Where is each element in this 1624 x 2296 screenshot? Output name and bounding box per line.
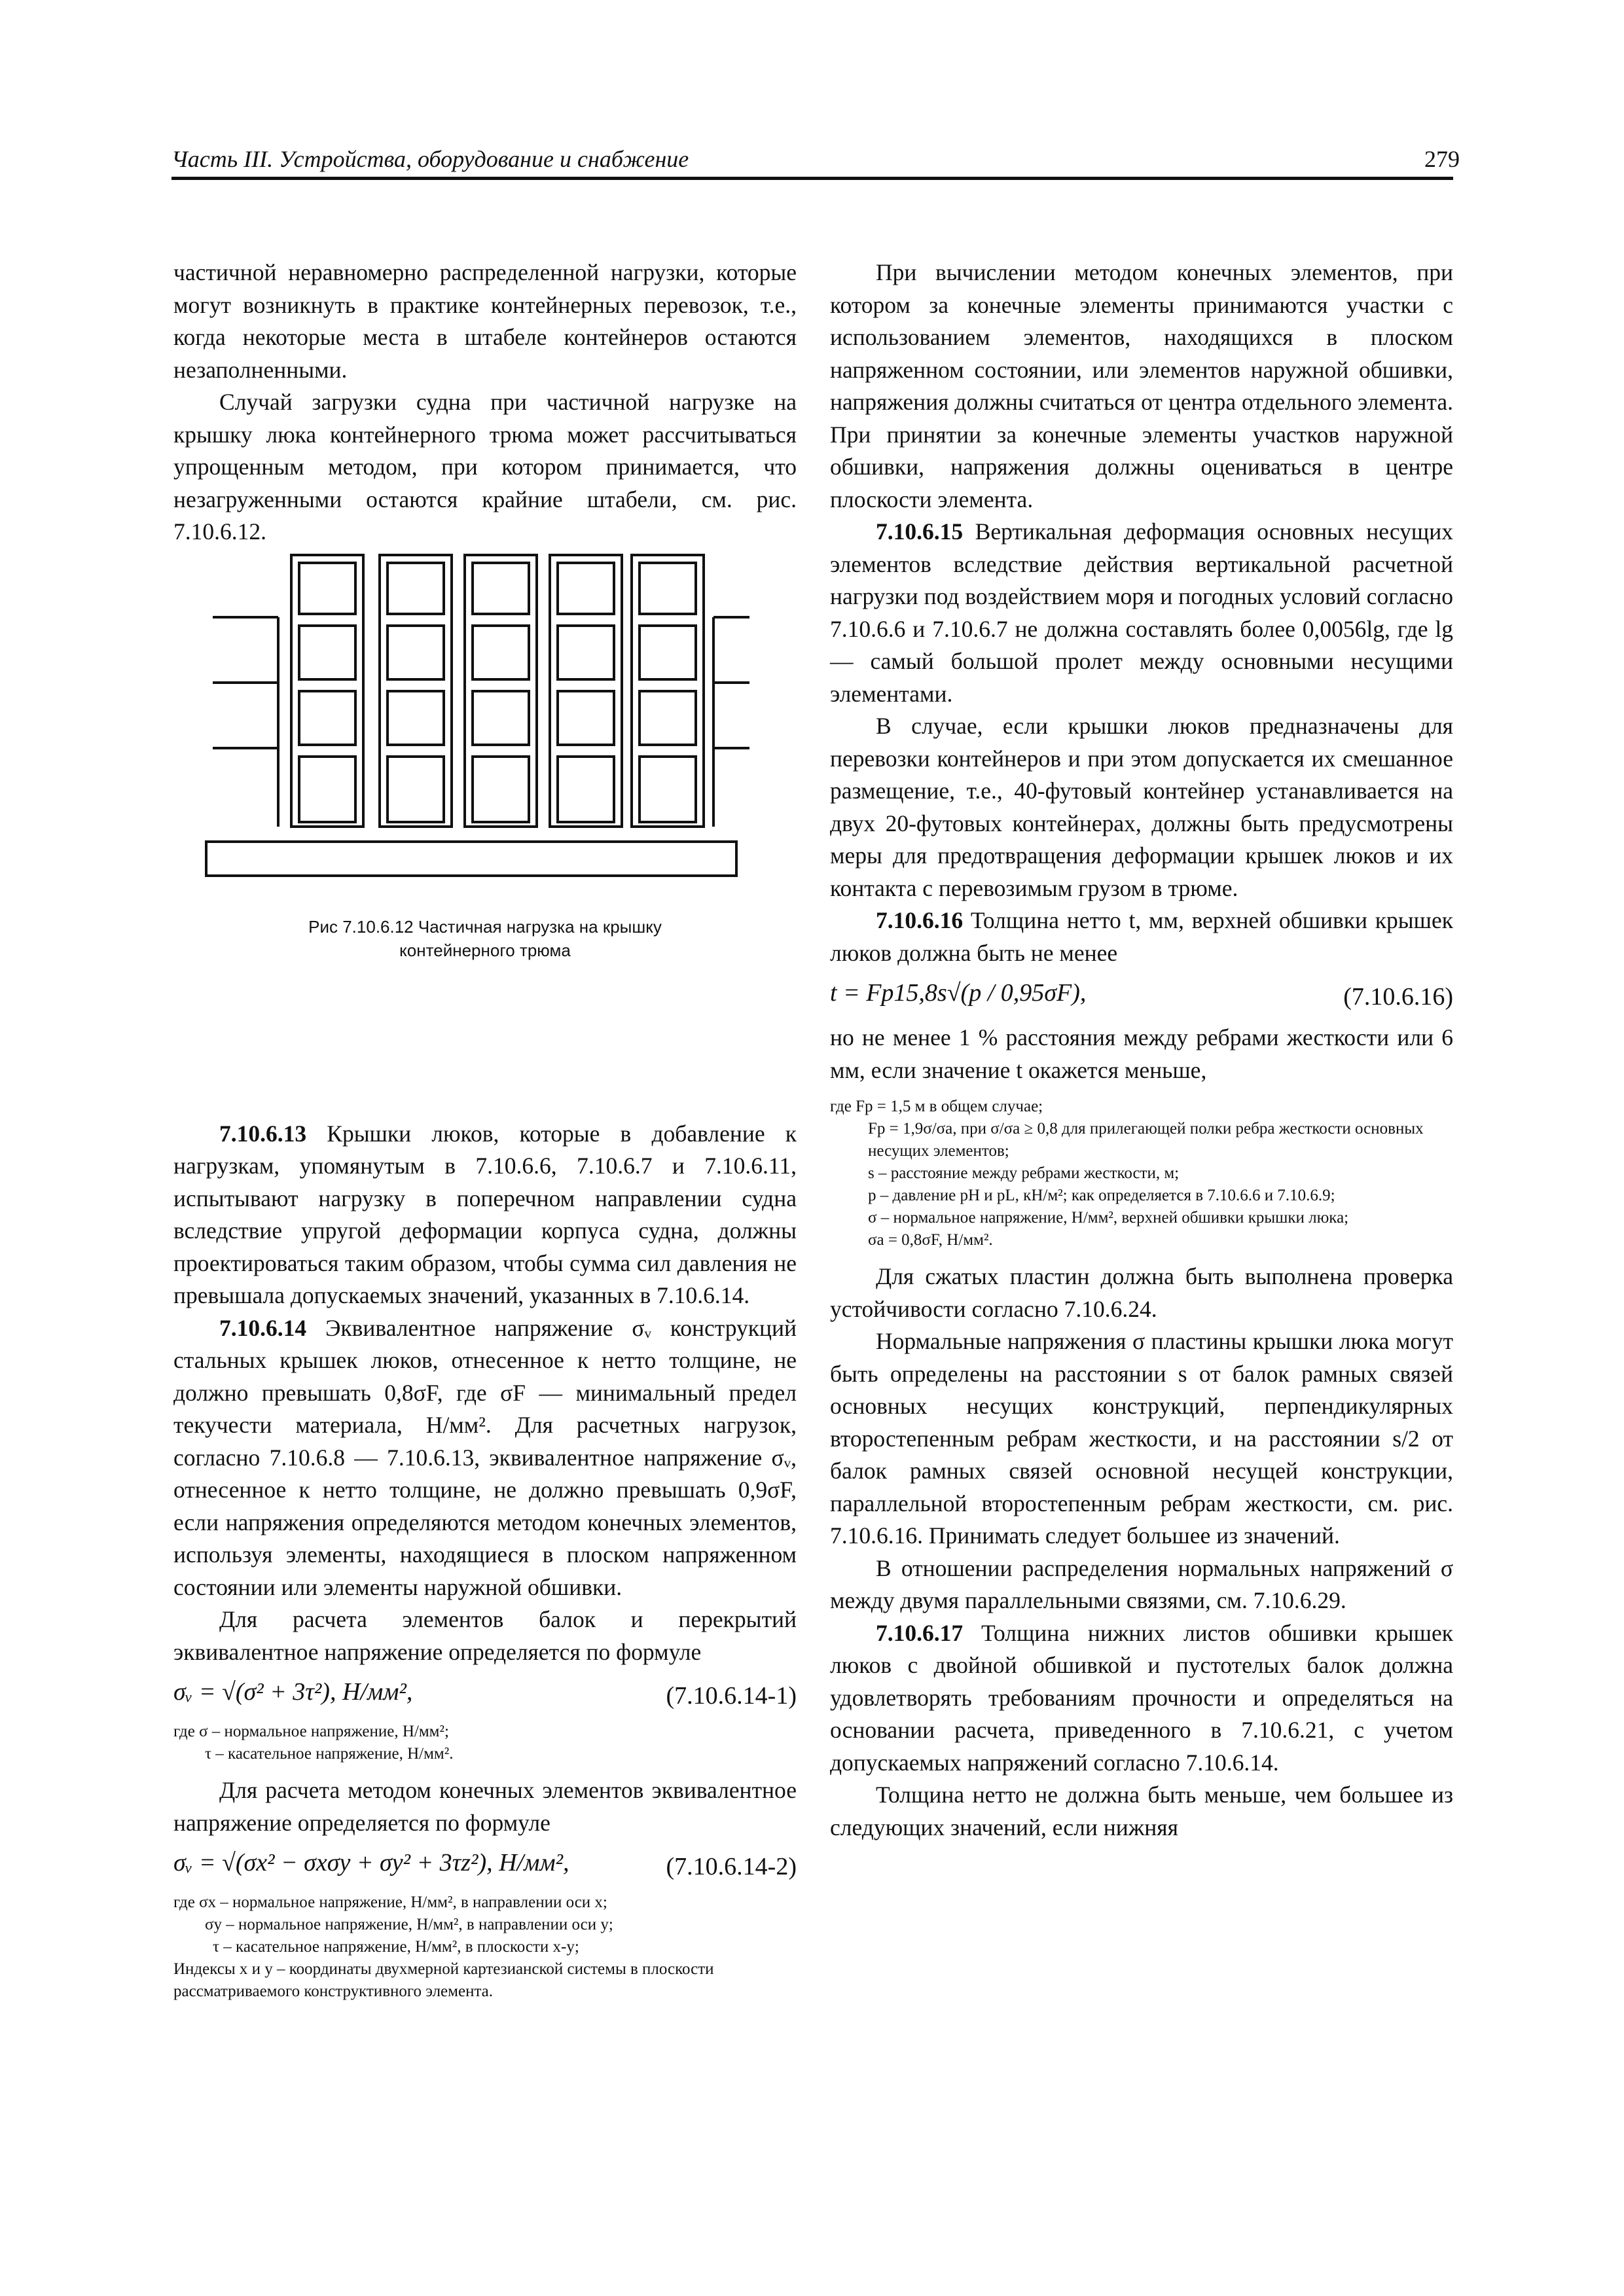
- running-header-title: Часть III. Устройства, оборудование и снабжение: [171, 146, 689, 172]
- where-item: где σ – нормальное напряжение, Н/мм²;: [173, 1723, 449, 1740]
- formula-7-10-6-16: [830, 969, 1453, 1022]
- section-7-10-6-17: [830, 1617, 1453, 1780]
- where-item: где Fp = 1,5 м в общем случае;: [830, 1098, 1043, 1115]
- page-number: 279: [1424, 146, 1460, 172]
- where-list: [173, 1892, 797, 2003]
- formula-number: (7.10.6.16): [1343, 983, 1453, 1011]
- figure-caption-line: Рис 7.10.6.12 Частичная нагрузка на крышку: [308, 916, 662, 937]
- paragraph: При вычислении методом конечных элементов, при котором за конечные элементы принимаются участки с использованием элементов, находящихся в плоском напряженном состоянии, или элементов наружной обшивки, напряжения должны считаться от центра отдельного элемента. При принятии за конечные элементы участков наружной обшивки, напряжения должны оцениваться в центре плоскости элемента.: [830, 259, 1453, 512]
- section-text: Вертикальная деформация основных несущих элементов вследствие действия вертикальной расчетной нагрузки под воздействием моря и погодных условий согласно 7.10.6.6 и 7.10.6.7 не должна составлять более 0,0056lg, где lg — самый большой пролет между основными несущими элементами.: [830, 518, 1453, 707]
- paragraph: но не менее 1 % расстояния между ребрами жесткости или 6 мм, если значение t окажется меньше,: [830, 1024, 1453, 1083]
- where-item: Fp = 1,9σ/σa, при σ/σa ≥ 0,8 для прилегающей полки ребра жесткости основных несущих элементов;: [868, 1120, 1424, 1160]
- section-7-10-6-16: [830, 905, 1453, 969]
- section-number: 7.10.6.15: [876, 518, 964, 545]
- paragraph: В случае, если крышки люков предназначены для перевозки контейнеров и при этом допускается их смешанное размещение, т.е., 40-футовый контейнер устанавливается на двух 20-футовых контейнерах, должны быть предусмотрены меры для предотвращения деформации крышек люков и их контакта с перевозимым грузом в трюме.: [830, 713, 1453, 901]
- header-rule: [171, 177, 1453, 180]
- where-item: Индексы x и y – координаты двухмерной картезианской системы в плоскости рассматриваемого конструктивного элемента.: [173, 1960, 714, 2000]
- where-item: где σx – нормальное напряжение, Н/мм², в направлении оси x;: [173, 1893, 607, 1911]
- section-text: Крышки люков, которые в добавление к нагрузкам, упомянутым в 7.10.6.6, 7.10.6.7 и 7.10.6.11, испытывают нагрузку в поперечном направлении судна вследствие упругой деформации корпуса судна, должны проектироваться таким образом, чтобы сумма сил давления не превышала допускаемых значений, указанных в 7.10.6.14.: [173, 1120, 797, 1308]
- figure-partial-load: [173, 548, 797, 1118]
- paragraph: В отношении распределения нормальных напряжений σ между двумя параллельными связями, см. 7.10.6.29.: [830, 1554, 1453, 1613]
- section-text: Эквивалентное напряжение σᵥ конструкций стальных крышек люков, отнесенное к нетто толщине, не должно превышать 0,8σF, где σF — минимальный предел текучести материала, Н/мм². Для расчетных нагрузок, согласно 7.10.6.8 — 7.10.6.13, эквивалентное напряжение σᵥ, отнесенное к нетто толщине, не должно превышать 0,9σF, если напряжения определяются методом конечных элементов, используя элементы, находящиеся в плоском напряженном состоянии или элементы наружной обшивки.: [173, 1314, 797, 1600]
- formula-number: (7.10.6.14-1): [666, 1682, 797, 1710]
- paragraph: Случай загрузки судна при частичной нагрузке на крышку люка контейнерного трюма может рассчитываться упрощенным методом, при котором принимается, что незагруженными остаются крайние штабели, см. рис. 7.10.6.12.: [173, 389, 797, 545]
- formula-7-10-6-14-2: [173, 1839, 797, 1892]
- paragraph: Нормальные напряжения σ пластины крышки люка могут быть определены на расстоянии s от балок рамных связей основных несущих конструкций, перпендикулярных второстепенным ребрам жесткости, и на расстоянии s/2 от балок рамных связей основной несущей конструкции, параллельной второстепенным ребрам жесткости, см. рис. 7.10.6.16. Принимать следует большее из значений.: [830, 1328, 1453, 1549]
- section-number: 7.10.6.16: [876, 907, 964, 933]
- section-number: 7.10.6.13: [219, 1120, 307, 1147]
- where-item: τ – касательное напряжение, Н/мм², в плоскости x-y;: [213, 1938, 579, 1956]
- formula-number: (7.10.6.14-2): [666, 1853, 797, 1880]
- where-item: σa = 0,8σF, Н/мм².: [868, 1231, 993, 1249]
- section-text: Толщина нижних листов обшивки крышек люков с двойной обшивкой и пустотелых балок должна удовлетворять требованиям прочности и определяться на основании расчета, приведенного в 7.10.6.21, с учетом допускаемых напряжений согласно 7.10.6.14.: [830, 1619, 1453, 1776]
- where-item: τ – касательное напряжение, Н/мм².: [205, 1745, 454, 1763]
- paragraph: Толщина нетто не должна быть меньше, чем большее из следующих значений, если нижняя: [830, 1782, 1453, 1840]
- section-number: 7.10.6.17: [876, 1619, 964, 1646]
- formula-expression: σᵥ = √(σx² − σxσy + σy² + 3τz²), Н/мм²,: [173, 1849, 569, 1876]
- where-item: σ – нормальное напряжение, Н/мм², верхней обшивки крышки люка;: [868, 1209, 1349, 1227]
- where-item: σy – нормальное напряжение, Н/мм², в направлении оси y;: [205, 1916, 613, 1933]
- paragraph: Для сжатых пластин должна быть выполнена проверка устойчивости согласно 7.10.6.24.: [830, 1263, 1453, 1322]
- left-column: [173, 257, 797, 2003]
- right-column: [830, 257, 1453, 1844]
- where-list: [173, 1721, 797, 1765]
- figure-caption-line: контейнерного трюма: [399, 940, 571, 960]
- paragraph: Для расчета методом конечных элементов эквивалентное напряжение определяется по формуле: [173, 1777, 797, 1836]
- where-item: p – давление pH и pL, кН/м²; как определяется в 7.10.6.6 и 7.10.6.9;: [868, 1187, 1335, 1204]
- section-7-10-6-14: [173, 1312, 797, 1604]
- formula-7-10-6-14-1: [173, 1668, 797, 1721]
- paragraph: частичной неравномерно распределенной нагрузки, которые могут возникнуть в практике контейнерных перевозок, т.е., когда некоторые места в штабеле контейнеров остаются незаполненными.: [173, 259, 797, 383]
- figure-caption: [173, 915, 797, 962]
- section-number: 7.10.6.14: [219, 1314, 307, 1341]
- where-list: [830, 1096, 1453, 1251]
- where-item: s – расстояние между ребрами жесткости, м;: [868, 1164, 1180, 1182]
- paragraph: Для расчета элементов балок и перекрытий эквивалентное напряжение определяется по формуле: [173, 1606, 797, 1665]
- section-text: Толщина нетто t, мм, верхней обшивки крышек люков должна быть не менее: [830, 907, 1453, 966]
- formula-expression: σᵥ = √(σ² + 3τ²), Н/мм²,: [173, 1678, 413, 1706]
- formula-expression: t = Fp15,8s√(p / 0,95σF),: [830, 979, 1087, 1007]
- section-7-10-6-15: [830, 516, 1453, 710]
